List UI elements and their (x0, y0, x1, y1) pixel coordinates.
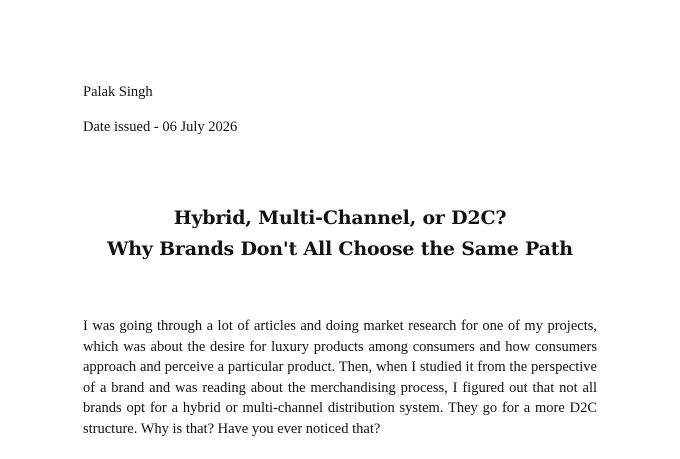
document-title (60, 203, 620, 265)
body-paragraph: I was going through a lot of articles and doing market research for one of my projects, which was about the desire for luxury products among consumers and how consumers approach and perceive a particular product. Then, when I studied it from the perspective of a brand and was reading about the merchandising process, I figured out that not all brands opt for a hybrid or multi-channel distribution system. They go for a more D2C structure. Why is that? Have you ever noticed that? (83, 318, 597, 437)
title-line-2: Why Brands Don't All Choose the Same Path (107, 238, 573, 260)
title-line-1: Hybrid, Multi-Channel, or D2C? (173, 207, 507, 229)
date-issued: Date issued - 06 July 2026 (83, 119, 238, 135)
author-name: Palak Singh (83, 84, 153, 100)
